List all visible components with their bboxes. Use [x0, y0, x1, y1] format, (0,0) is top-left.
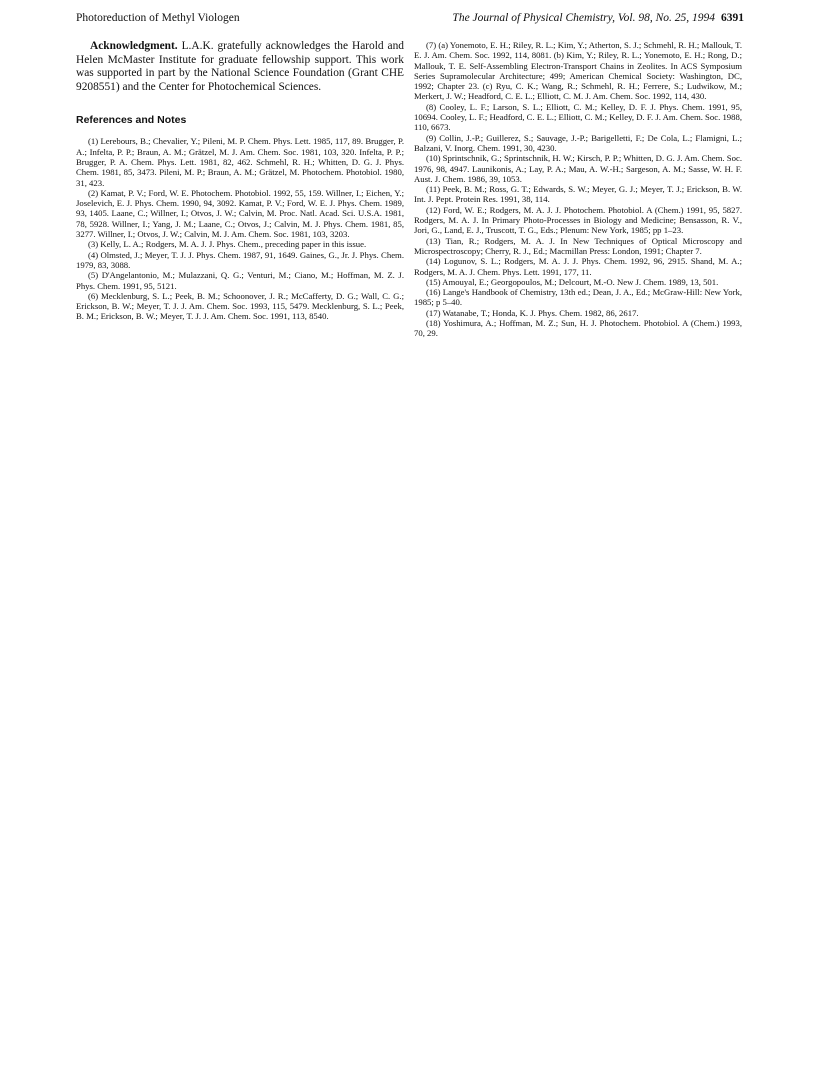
running-title: Photoreduction of Methyl Viologen	[76, 12, 240, 24]
journal-citation	[452, 12, 744, 24]
reference-12: (12) Ford, W. E.; Rodgers, M. A. J. J. Photochem. Photobiol. A (Chem.) 1991, 95, 5827. Rodgers, M. A. J. In Primary Photo-Processes in Biology and Medicine; Bensasson, R. V., Jori, G., Land, E. J., Truscott, T. G., Eds.; Plenum: New York, 1985; pp 1–23.	[414, 204, 742, 236]
page-number: 6391	[721, 12, 744, 24]
reference-6: (6) Mecklenburg, S. L.; Peek, B. M.; Schoonover, J. R.; McCafferty, D. G.; Wall, C. G.; Erickson, B. W.; Meyer, T. J. J. Am. Chem. Soc. 1993, 115, 5479. Mecklenburg, S. L.; Peek, B. M.; Erickson, B. W.; Meyer, T. J. J. Am. Chem. Soc. 1991, 113, 8540.	[76, 290, 404, 322]
reference-8: (8) Cooley, L. F.; Larson, S. L.; Elliott, C. M.; Kelley, D. F. J. Phys. Chem. 1991, 95, 10694. Cooley, L. F.; Headford, C. E. L.; Elliott, C. M.; Kelley, D. F. J. Am. Chem. Soc. 1988, 110, 6673.	[414, 101, 742, 133]
reference-7: (7) (a) Yonemoto, E. H.; Riley, R. L.; Kim, Y.; Atherton, S. J.; Schmehl, R. H.; Mallouk, T. E. J. Am. Chem. Soc. 1992, 114, 8081. (b) Kim, Y.; Riley, R. L.; Yonemoto, E. H.; Rong, D.; Mallouk, T. E. Self-Assembling Electron-Transport Chains in Zeolites. In ACS Symposium Series Supramolecular Architecture; 499; American Chemical Society: Washington, DC, 1992; Chapter 23. (c) Ryu, C. K.; Wang, R.; Schmehl, R. H.; Ferrere, S.; Ludwikow, M.; Merkert, J. W.; Headford, C. E. L.; Elliott, C. M. J. Am. Chem. Soc. 1992, 114, 430.	[414, 40, 742, 102]
reference-11: (11) Peek, B. M.; Ross, G. T.; Edwards, S. W.; Meyer, G. J.; Meyer, T. J.; Erickson, B. W. Int. J. Pept. Protein Res. 1991, 38, 114.	[414, 184, 742, 205]
reference-9: (9) Collin, J.-P.; Guillerez, S.; Sauvage, J.-P.; Barigelletti, F.; De Cola, L.; Flamigni, L.; Balzani, V. Inorg. Chem. 1991, 30, 4230.	[414, 132, 742, 153]
running-header	[76, 12, 744, 30]
acknowledgment-text: L.A.K. gratefully acknowledges the Harold and Helen McMaster Institute for graduate fellowship support. This work was supported in part by the National Science Foundation (Grant CHE 9208551) and the Center for Photochemical Sciences.	[76, 40, 404, 93]
reference-3: (3) Kelly, L. A.; Rodgers, M. A. J. J. Phys. Chem., preceding paper in this issue.	[88, 239, 367, 250]
reference-10: (10) Sprintschnik, G.; Sprintschnik, H. W.; Kirsch, P. P.; Whitten, D. G. J. Am. Chem. Soc. 1976, 98, 4947. Launikonis, A.; Lay, P. A.; Mau, A. W.-H.; Sargeson, A. M.; Sasse, W. H. F. Aust. J. Chem. 1986, 39, 1053.	[414, 153, 742, 184]
reference-14: (14) Logunov, S. L.; Rodgers, M. A. J. J. Phys. Chem. 1992, 96, 2915. Shand, M. A.; Rodgers, M. A. J. Chem. Phys. Lett. 1991, 177, 11.	[414, 256, 742, 277]
acknowledgment-paragraph	[76, 40, 404, 94]
reference-1: (1) Lerebours, B.; Chevalier, Y.; Pileni, M. P. Chem. Phys. Lett. 1985, 117, 89. Brugger, P. A.; Infelta, P. P.; Braun, A. M.; Grätzel, M. J. Am. Chem. Soc. 1981, 103, 320. Infelta, P. P.; Brugger, P. A. Chem. Phys. Lett. 1981, 82, 462. Schmehl, R. H.; Whitten, D. G. J. Phys. Chem. 1981, 85, 3473. Pileni, M. P.; Braun, A. M.; Grätzel, M. Photochem. Photobiol. 1980, 31, 423.	[76, 136, 404, 188]
reference-17: (17) Watanabe, T.; Honda, K. J. Phys. Chem. 1982, 86, 2617.	[426, 307, 639, 318]
reference-13: (13) Tian, R.; Rodgers, M. A. J. In New Techniques of Optical Microscopy and Microspectroscopy; Cherry, R. J., Ed.; Macmillan Press: London, 1991; Chapter 7.	[414, 235, 742, 256]
reference-18: (18) Yoshimura, A.; Hoffman, M. Z.; Sun, H. J. Photochem. Photobiol. A (Chem.) 1993, 70, 29.	[414, 318, 742, 339]
right-column	[414, 40, 742, 339]
journal-name: The Journal of Physical Chemistry, Vol. 98, No. 25, 1994	[452, 12, 715, 24]
reference-4: (4) Olmsted, J.; Meyer, T. J. J. Phys. Chem. 1987, 91, 1649. Gaines, G., Jr. J. Phys. Chem. 1979, 83, 3088.	[76, 249, 404, 270]
reference-15: (15) Amouyal, E.; Georgopoulos, M.; Delcourt, M.-O. New J. Chem. 1989, 13, 501.	[426, 276, 719, 287]
acknowledgment-heading: Acknowledgment.	[90, 40, 178, 52]
references-heading: References and Notes	[76, 114, 187, 127]
reference-5: (5) D'Angelantonio, M.; Mulazzani, Q. G.; Venturi, M.; Ciano, M.; Hoffman, M. Z. J. Phys. Chem. 1991, 95, 5121.	[76, 270, 404, 291]
reference-16: (16) Lange's Handbook of Chemistry, 13th ed.; Dean, J. A., Ed.; McGraw-Hill: New York, 1985; p 5–40.	[414, 287, 742, 308]
reference-2: (2) Kamat, P. V.; Ford, W. E. Photochem. Photobiol. 1992, 55, 159. Willner, I.; Eichen, Y.; Joselevich, E. J. Phys. Chem. 1990, 94, 3092. Kamat, P. V.; Ford, W. E. J. Phys. Chem. 1989, 93, 1405. Laane, C.; Willner, I.; Otvos, J. W.; Calvin, M. Proc. Natl. Acad. Sci. U.S.A. 1981, 78, 5928. Willner, I.; Yang, J. M.; Laane, C.; Otvos, J.; Calvin, M. J. Phys. Chem. 1981, 85, 3277. Willner, I.; Otvos, J. W.; Calvin, M. J. Am. Chem. Soc. 1981, 103, 3203.	[76, 187, 404, 240]
left-column	[76, 40, 404, 322]
